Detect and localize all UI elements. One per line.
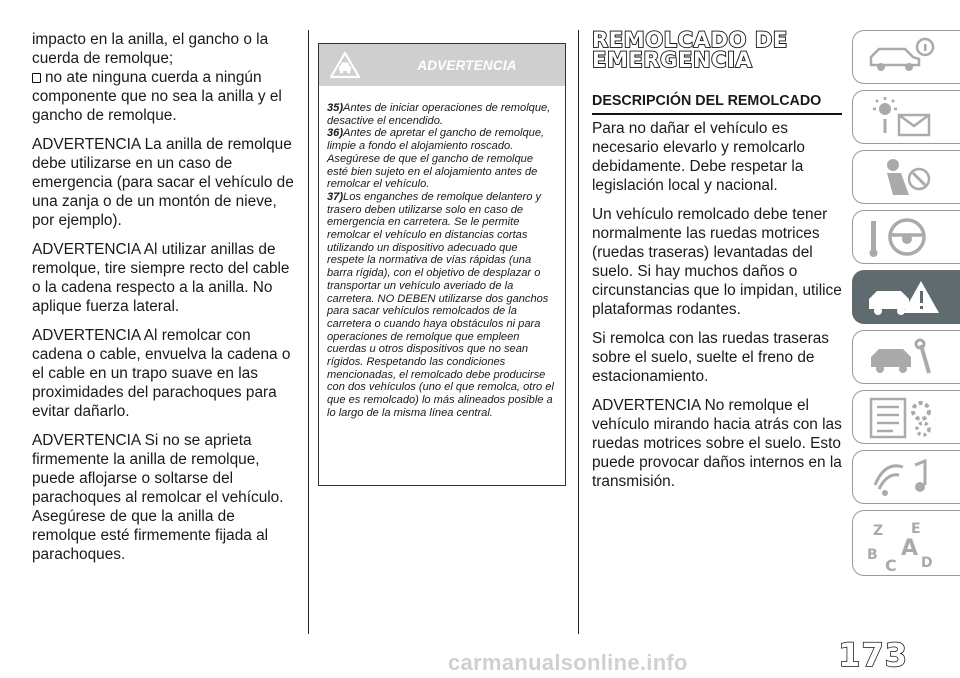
paragraph: Un vehículo remolcado debe tener normalmente las ruedas motrices (ruedas traseras) levantadas del suelo. Si hay muchos daños o circunstancias que lo impidan, utilice plataformas rodantes. xyxy=(592,206,842,318)
seat-airbag-icon xyxy=(863,155,943,201)
alphabetical-index-icon xyxy=(863,515,949,575)
emergency-car-icon[interactable] xyxy=(852,270,960,324)
paragraph: ADVERTENCIA Si no se aprieta firmemente la anilla de remolque, puede aflojarse o soltarse del parachoques al remolcar el vehículo. Asegúrese de que la anilla de remolque esté firmemente fijada al parachoques. xyxy=(32,432,284,563)
page-number: 173 xyxy=(838,636,908,674)
warning-item-text: Antes de iniciar operaciones de remolque, desactive el encendido. xyxy=(327,102,551,127)
warning-header xyxy=(319,44,565,86)
steering-wheel-icon[interactable] xyxy=(852,210,960,264)
subheading: DESCRIPCIÓN DEL REMOLCADO xyxy=(592,92,842,115)
warning-title: ADVERTENCIA xyxy=(417,58,517,73)
column-divider xyxy=(578,30,579,634)
column-divider xyxy=(308,30,309,634)
index-letter: E xyxy=(911,521,921,537)
warning-box xyxy=(318,43,566,486)
left-column xyxy=(32,30,300,574)
index-letter: D xyxy=(921,555,933,571)
car-info-icon[interactable] xyxy=(852,30,960,84)
heading-line: REMOLCADO DE xyxy=(592,28,788,52)
index-letter: B xyxy=(867,547,878,563)
paragraph: Si remolca con las ruedas traseras sobre el suelo, suelte el freno de estacionamiento. xyxy=(592,330,829,385)
multimedia-icon xyxy=(863,455,943,501)
multimedia-icon[interactable] xyxy=(852,450,960,504)
dashboard-lights-icon[interactable] xyxy=(852,90,960,144)
paragraph: impacto en la anilla, el gancho o la cuerda de remolque; xyxy=(32,31,269,67)
right-column xyxy=(592,30,842,501)
specifications-icon xyxy=(863,395,943,441)
warning-car-icon xyxy=(329,51,361,79)
bullet-box-icon xyxy=(32,73,41,83)
alphabetical-index-icon[interactable] xyxy=(852,510,960,576)
bullet-text: no ate ninguna cuerda a ningún componente que no sea la anilla y el gancho de remolque. xyxy=(32,69,282,124)
paragraph: Para no dañar el vehículo es necesario elevarlo y remolcarlo debidamente. Debe respetar la legislación local y nacional. xyxy=(592,120,805,194)
emergency-car-icon xyxy=(863,275,943,321)
warning-item-number: 37) xyxy=(327,190,344,203)
index-letter: Z xyxy=(873,523,884,539)
paragraph: ADVERTENCIA La anilla de remolque debe utilizarse en un caso de emergencia (para sacar el vehículo de una zanja o de un montón de nieve, por ejemplo). xyxy=(32,136,294,229)
steering-wheel-icon xyxy=(863,215,943,261)
watermark: carmanualsonline.info xyxy=(448,650,688,675)
index-letter: A xyxy=(901,536,919,561)
seat-airbag-icon[interactable] xyxy=(852,150,960,204)
specifications-icon[interactable] xyxy=(852,390,960,444)
paragraph: ADVERTENCIA Al remolcar con cadena o cable, envuelva la cadena o el cable en un trapo suave en las proximidades del parachoques para evitar dañarlo. xyxy=(32,327,291,420)
warning-item xyxy=(327,191,555,420)
warning-item xyxy=(327,102,555,127)
index-letter: C xyxy=(885,556,897,575)
car-maintenance-icon xyxy=(863,335,943,381)
warning-item xyxy=(327,127,555,191)
section-heading xyxy=(592,30,842,70)
paragraph: ADVERTENCIA Al utilizar anillas de remolque, tire siempre recto del cable o la cadena respecto a la anilla. No aplique fuerza lateral. xyxy=(32,241,290,315)
warning-item-number: 36) xyxy=(327,127,344,140)
bullet-paragraph xyxy=(32,68,300,125)
dashboard-lights-icon xyxy=(863,95,943,141)
car-maintenance-icon[interactable] xyxy=(852,330,960,384)
paragraph: ADVERTENCIA No remolque el vehículo mirando hacia atrás con las ruedas motrices sobre el suelo. Esto puede provocar daños internos en la transmisión. xyxy=(592,397,842,490)
car-info-icon xyxy=(863,35,943,81)
warning-item-text: Antes de apretar el gancho de remolque, limpie a fondo el alojamiento roscado. Asegúrese de que el gancho de remolque esté bien sujeto en el alojamiento antes de remolcar el vehículo. xyxy=(327,127,545,191)
heading-line: EMERGENCIA xyxy=(592,48,753,72)
warning-body xyxy=(319,86,565,420)
warning-item-text: Los enganches de remolque delantero y trasero deben utilizarse solo en caso de emergencia en carretera. Se le permite remolcar el vehículo en distancias cortas utilizando un dispositivo adecuado que respete la normativa de vías rápidas (una barra rígida), con el objetivo de desplazar o transportar un vehículo averiado de la carretera. NO DEBEN utilizarse dos ganchos para sacar vehículos remolcados de la carretera o cuando haya obstáculos ni para operaciones de remolque que empleen cuerdas u otros dispositivos que no sean rígidos. Respetando las condiciones mencionadas, el remolcado debe producirse con dos vehículos (uno el que remolca, otro el que es remolcado) lo más alineados posible a lo largo de la misma línea central. xyxy=(327,190,554,419)
warning-item-number: 35) xyxy=(327,102,344,114)
